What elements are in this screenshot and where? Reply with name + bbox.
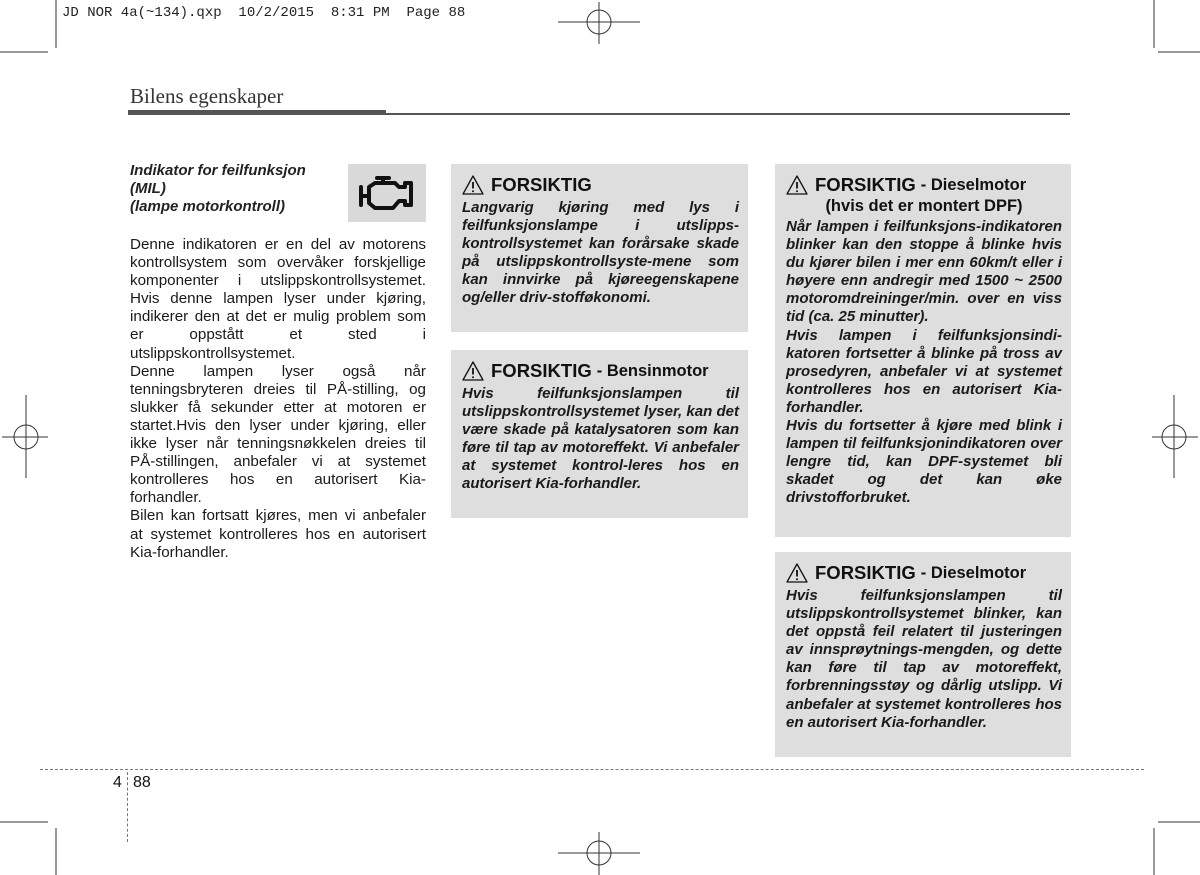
caution-label: FORSIKTIG — [815, 562, 916, 583]
footer-dashed-rule — [40, 769, 1144, 770]
section-title: Bilens egenskaper — [130, 84, 284, 108]
caution-paragraph: Hvis feilfunksjonslampen til utslippskontrollsystemet blinker, kan det oppstå feil relatert til justeringen av innsprøytnings-mengden, og dette kan føre til tap av motoreffekt, forbrenningsstøy og dårlig utslipp. Vi anbefaler at systemet kontrolleres hos en autorisert Kia-forhandler. — [786, 587, 1062, 731]
caution-engine-type: - Dieselmotor — [920, 175, 1027, 194]
title-rule-thin — [386, 113, 1070, 115]
caution-header — [462, 174, 739, 196]
caution-subtitle: (hvis det er montert DPF) — [825, 197, 1023, 215]
caution-engine-type: - Bensinmotor — [596, 361, 709, 380]
mil-heading — [130, 162, 340, 216]
caution-text — [462, 385, 739, 494]
warning-triangle-icon — [462, 361, 484, 381]
caution-header — [786, 562, 1062, 584]
paragraph: Denne lampen lyser også når tenningsbryteren dreies til PÅ-stilling, og slukker få sekunder etter at motoren er startet.Hvis den lyser under kjøring, eller ikke lyser når tenningsnøkkelen dreies til PÅ-stillingen, anbefaler vi at systemet kontrolleres hos en autorisert Kia-forhandler. — [130, 362, 426, 507]
caution-label: FORSIKTIG — [491, 174, 592, 195]
warning-triangle-icon — [786, 563, 808, 583]
engine-check-icon — [357, 173, 417, 213]
caution-paragraph: Når lampen i feilfunksjons-indikatoren blinker kan den stoppe å blinke hvis du kjører bilen i mer enn 60km/t eller i høyere enn andregir med 1500 ~ 2500 motoromdreininger/min. over en viss tid (ca. 25 minutter). — [786, 218, 1062, 326]
caution-paragraph: Hvis feilfunksjonslampen til utslippskontrollsystemet lyser, kan det være skade på katalysatoren som kan føre til tap av motoreffekt. Vi anbefaler at systemet kontrol-leres hos en autorisert Kia-forhandler. — [462, 385, 739, 493]
caution-header — [786, 174, 1062, 196]
page-number: 88 — [133, 774, 151, 791]
footer-dashed-divider — [127, 772, 128, 842]
caution-label: FORSIKTIG — [815, 174, 916, 195]
mil-indicator-box — [348, 164, 426, 222]
print-slug-header: JD NOR 4a(~134).qxp 10/2/2015 8:31 PM Page 88 — [62, 5, 466, 21]
paragraph: Denne indikatoren er en del av motorens kontrollsystem som overvåker forskjellige komponenter i utslippskontrollsystemet. Hvis denne lampen lyser under kjøring, indikerer den at det er mulig problem som er oppstått et sted i utslippskontrollsystemet. — [130, 236, 426, 362]
chapter-number: 4 — [113, 774, 122, 791]
caution-paragraph: Hvis lampen i feilfunksjonsindi-katoren fortsetter å blinke på tross av prosedyren, anbefaler vi at systemet kontrolleres hos en autorisert Kia-forhandler. — [786, 326, 1062, 416]
mil-heading-line: (MIL) — [130, 180, 166, 197]
warning-triangle-icon — [462, 175, 484, 195]
caution-text — [786, 218, 1062, 508]
caution-box-general — [451, 164, 748, 332]
caution-paragraph: Hvis du fortsetter å kjøre med blink i lampen til feilfunksjonindikatoren over lengre tid, kan DPF-systemet bli skadet og det kan øke drivstofforbruket. — [786, 417, 1062, 507]
mil-heading-line: (lampe motorkontroll) — [130, 198, 286, 215]
caution-box-dieselmotor-dpf — [775, 164, 1071, 537]
paragraph: Bilen kan fortsatt kjøres, men vi anbefaler at systemet kontrolleres hos en autorisert Kia-forhandler. — [130, 507, 426, 561]
caution-box-bensinmotor — [451, 350, 748, 518]
caution-header — [462, 360, 739, 382]
caution-engine-type: - Dieselmotor — [920, 563, 1027, 582]
warning-triangle-icon — [786, 175, 808, 195]
caution-text — [786, 587, 1062, 732]
mil-description — [130, 236, 426, 562]
caution-paragraph: Langvarig kjøring med lys i feilfunksjonslampe i utslipps-kontrollsystemet kan forårsake skade på utslippskontrollsyste-mene som kan innvirke på kjøreegenskapene og/eller driv-stofføkonomi. — [462, 199, 739, 307]
caution-label: FORSIKTIG — [491, 360, 592, 381]
title-rule-thick — [128, 110, 386, 115]
caution-box-dieselmotor — [775, 552, 1071, 757]
mil-heading-line: Indikator for feilfunksjon — [130, 162, 306, 179]
caution-text — [462, 199, 739, 308]
